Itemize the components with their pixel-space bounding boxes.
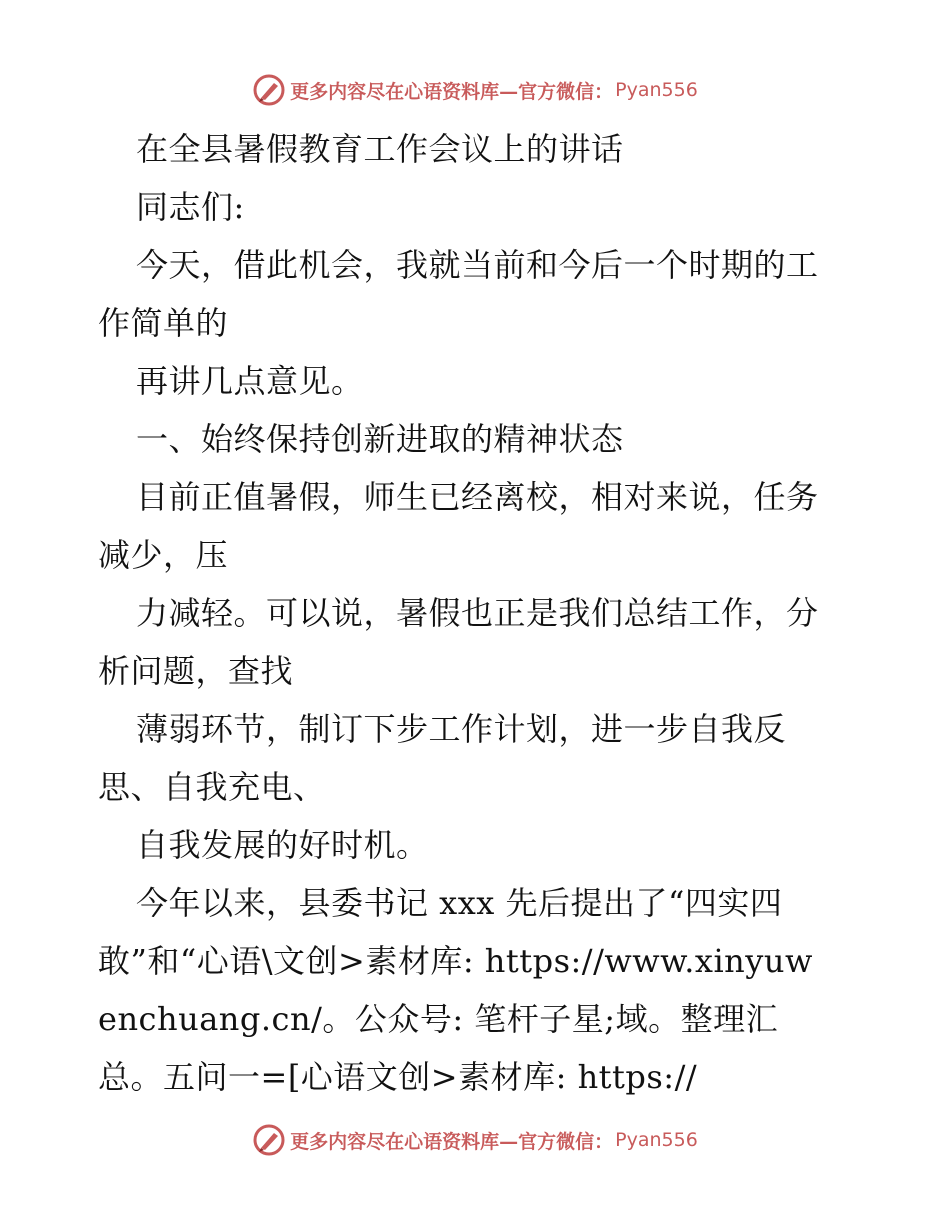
paragraph-line: 作简单的	[98, 304, 229, 342]
paragraph-line: 减少，压	[98, 536, 229, 574]
header-banner-text: 更多内容尽在心语资料库—官方微信：	[290, 80, 614, 103]
paragraph-line: 今天，借此机会，我就当前和今后一个时期的工	[136, 246, 819, 284]
pen-circle-logo-icon	[252, 73, 286, 107]
paragraph-line: 再讲几点意见。	[136, 362, 364, 400]
header-banner-contact: Pyan556	[615, 79, 698, 101]
paragraph-line: 析问题，查找	[98, 652, 294, 690]
paragraph-line: 自我发展的好时机。	[136, 826, 429, 864]
section-heading: 一、始终保持创新进取的精神状态	[136, 420, 624, 458]
paragraph-line: 薄弱环节，制订下步工作计划，进一步自我反	[136, 710, 787, 748]
pen-circle-logo-icon	[252, 1123, 286, 1157]
paragraph-line: enchuang.cn/。公众号: 笔杆子星;域。整理汇	[98, 1000, 779, 1038]
paragraph-line: 力减轻。可以说，暑假也正是我们总结工作，分	[136, 594, 819, 632]
paragraph-line: 目前正值暑假，师生已经离校，相对来说，任务	[136, 478, 819, 516]
footer-watermark-banner	[0, 1120, 950, 1160]
paragraph-line: 敢”和“心语\文创>素材库: https://www.xinyuw	[98, 942, 813, 980]
footer-banner-text: 更多内容尽在心语资料库—官方微信：	[290, 1130, 614, 1153]
paragraph-line: 今年以来，县委书记 xxx 先后提出了“四实四	[136, 884, 783, 922]
document-title: 在全县暑假教育工作会议上的讲话	[136, 130, 624, 168]
salutation: 同志们:	[136, 188, 245, 226]
paragraph-line: 思、自我充电、	[98, 768, 326, 806]
header-watermark-banner	[0, 70, 950, 110]
footer-banner-contact: Pyan556	[615, 1129, 698, 1151]
paragraph-line: 总。五问一=[心语文创>素材库: https://	[98, 1058, 698, 1096]
